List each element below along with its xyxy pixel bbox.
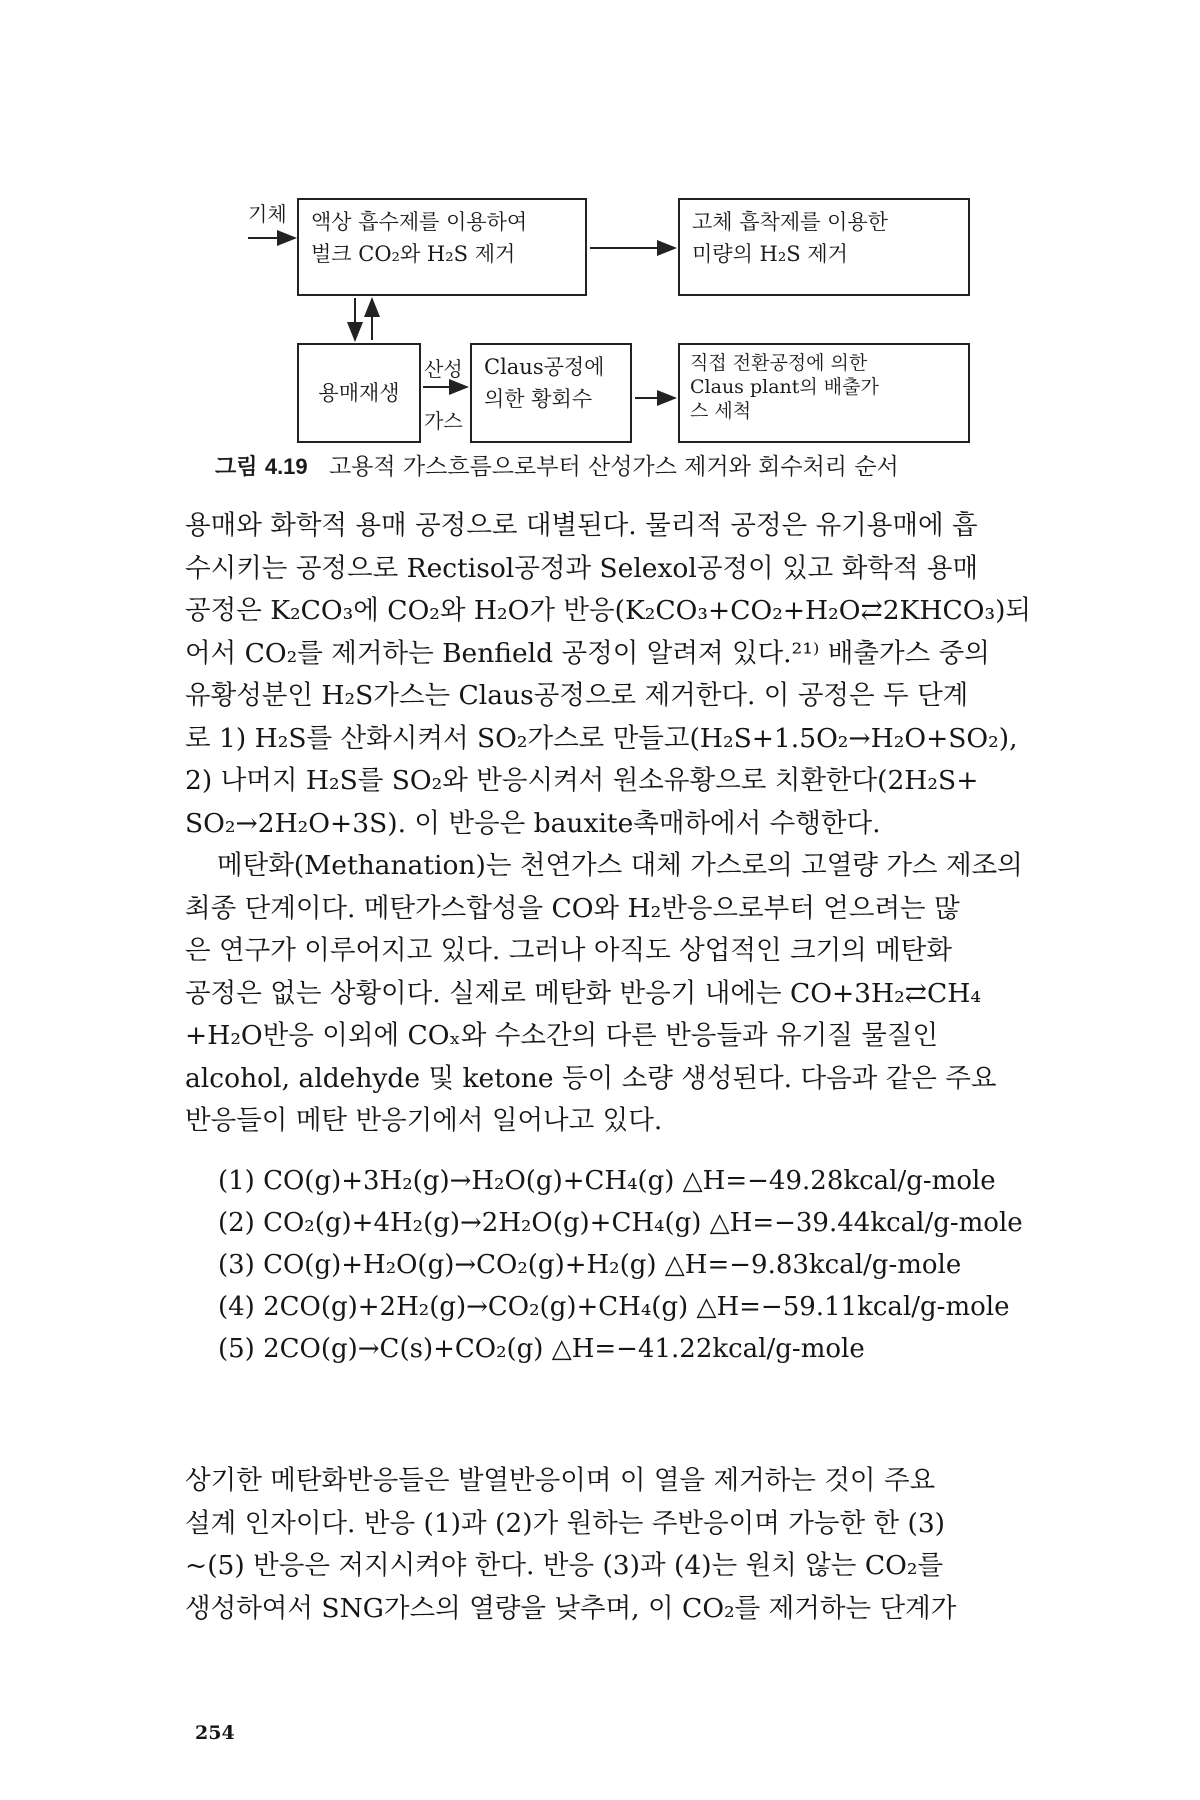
paragraph-3 [185, 1460, 1030, 1630]
paragraph-1-line: 2) 나머지 H₂S를 SO₂와 반응시켜서 원소유황으로 치환한다(2H₂S+ [185, 765, 979, 796]
solid-adsorbent-line-2: 미량의 H₂S 제거 [692, 242, 848, 266]
direct-conversion-line-2: Claus plant의 배출가 [690, 376, 879, 398]
figure-caption [215, 448, 899, 481]
equation-4: (4) 2CO(g)+2H₂(g)→CO₂(g)+CH₄(g) △H=−59.11kcal/g-mole [218, 1292, 1010, 1322]
equation-2: (2) CO₂(g)+4H₂(g)→2H₂O(g)+CH₄(g) △H=−39.44kcal/g-mole [218, 1208, 1023, 1238]
paragraph-1-line: 어서 CO₂를 제거하는 Benfield 공정이 알려져 있다.²¹⁾ 배출가스 중의 [185, 637, 990, 669]
paragraph-3-line: 상기한 메탄화반응들은 발열반응이며 이 열을 제거하는 것이 주요 [185, 1465, 936, 1496]
solid-adsorbent-line-1: 고체 흡착제를 이용한 [692, 210, 888, 234]
gas-input-label: 기체 [248, 202, 287, 226]
paragraph-3-line: ~(5) 반응은 저지시켜야 한다. 반응 (3)과 (4)는 원치 않는 CO₂를 [185, 1550, 944, 1581]
direct-conversion-line-3: 스 세척 [690, 400, 752, 422]
paragraph-1-line: 유황성분인 H₂S가스는 Claus공정으로 제거한다. 이 공정은 두 단계 [185, 680, 969, 711]
solvent-regeneration-label: 용매재생 [318, 381, 400, 405]
process-flow-diagram [0, 0, 1200, 470]
acid-gas-label-top: 산성 [424, 357, 463, 381]
paragraph-1-line: 수시키는 공정으로 Rectisol공정과 Selexol공정이 있고 화학적 용매 [185, 552, 979, 584]
caption-text: 고용적 가스흐름으로부터 산성가스 제거와 회수처리 순서 [328, 454, 899, 480]
caption-label: 그림 [215, 455, 258, 480]
page-number: 254 [195, 1722, 235, 1744]
paragraph-2-line: 공정은 없는 상황이다. 실제로 메탄화 반응기 내에는 CO+3H₂⇄CH₄ [185, 977, 981, 1009]
paragraph-3-line: 설계 인자이다. 반응 (1)과 (2)가 원하는 주반응이며 가능한 한 (3) [185, 1507, 946, 1539]
equation-1: (1) CO(g)+3H₂(g)→H₂O(g)+CH₄(g) △H=−49.28kcal/g-mole [218, 1166, 996, 1196]
direct-conversion-line-1: 직접 전환공정에 의한 [690, 352, 868, 374]
paragraph-1-line: SO₂→2H₂O+3S). 이 반응은 bauxite촉매하에서 수행한다. [185, 807, 881, 839]
caption-number: 4.19 [264, 454, 308, 479]
paragraph-1-line: 로 1) H₂S를 산화시켜서 SO₂가스로 만들고(H₂S+1.5O₂→H₂O+SO₂), [185, 722, 1018, 754]
paragraph-2-line: 최종 단계이다. 메탄가스합성을 CO와 H₂반응으로부터 얻으려는 많 [185, 892, 960, 924]
equation-3: (3) CO(g)+H₂O(g)→CO₂(g)+H₂(g) △H=−9.83kcal/g-mole [218, 1250, 962, 1280]
paragraph-2 [185, 845, 1030, 1143]
paragraph-1 [185, 505, 1030, 845]
paragraph-2-line: alcohol, aldehyde 및 ketone 등이 소량 생성된다. 다음과 같은 주요 [185, 1062, 997, 1094]
reaction-equations [218, 1160, 1023, 1370]
claus-process-line-2: 의한 황회수 [484, 387, 593, 411]
paragraph-1-line: 공정은 K₂CO₃에 CO₂와 H₂O가 반응(K₂CO₃+CO₂+H₂O⇄2KHCO₃)되 [185, 595, 1032, 626]
claus-process-line-1: Claus공정에 [484, 355, 605, 379]
acid-gas-label-bottom: 가스 [424, 409, 463, 433]
flow-arrows [0, 0, 1200, 470]
paragraph-3-line: 생성하여서 SNG가스의 열량을 낮추며, 이 CO₂를 제거하는 단계가 [185, 1592, 957, 1624]
liquid-absorbent-line-1: 액상 흡수제를 이용하여 [311, 210, 528, 234]
liquid-absorbent-line-2: 벌크 CO₂와 H₂S 제거 [311, 242, 516, 266]
equation-5: (5) 2CO(g)→C(s)+CO₂(g) △H=−41.22kcal/g-mole [218, 1334, 865, 1364]
paragraph-2-line: 반응들이 메탄 반응기에서 일어나고 있다. [185, 1105, 663, 1136]
paragraph-2-line: 은 연구가 이루어지고 있다. 그러나 아직도 상업적인 크기의 메탄화 [185, 935, 952, 966]
paragraph-2-line: +H₂O반응 이외에 COₓ와 수소간의 다른 반응들과 유기질 물질인 [185, 1020, 939, 1051]
paragraph-2-line: 메탄화(Methanation)는 천연가스 대체 가스로의 고열량 가스 제조의 [217, 850, 1023, 881]
paragraph-1-line: 용매와 화학적 용매 공정으로 대별된다. 물리적 공정은 유기용매에 흡 [185, 510, 978, 541]
